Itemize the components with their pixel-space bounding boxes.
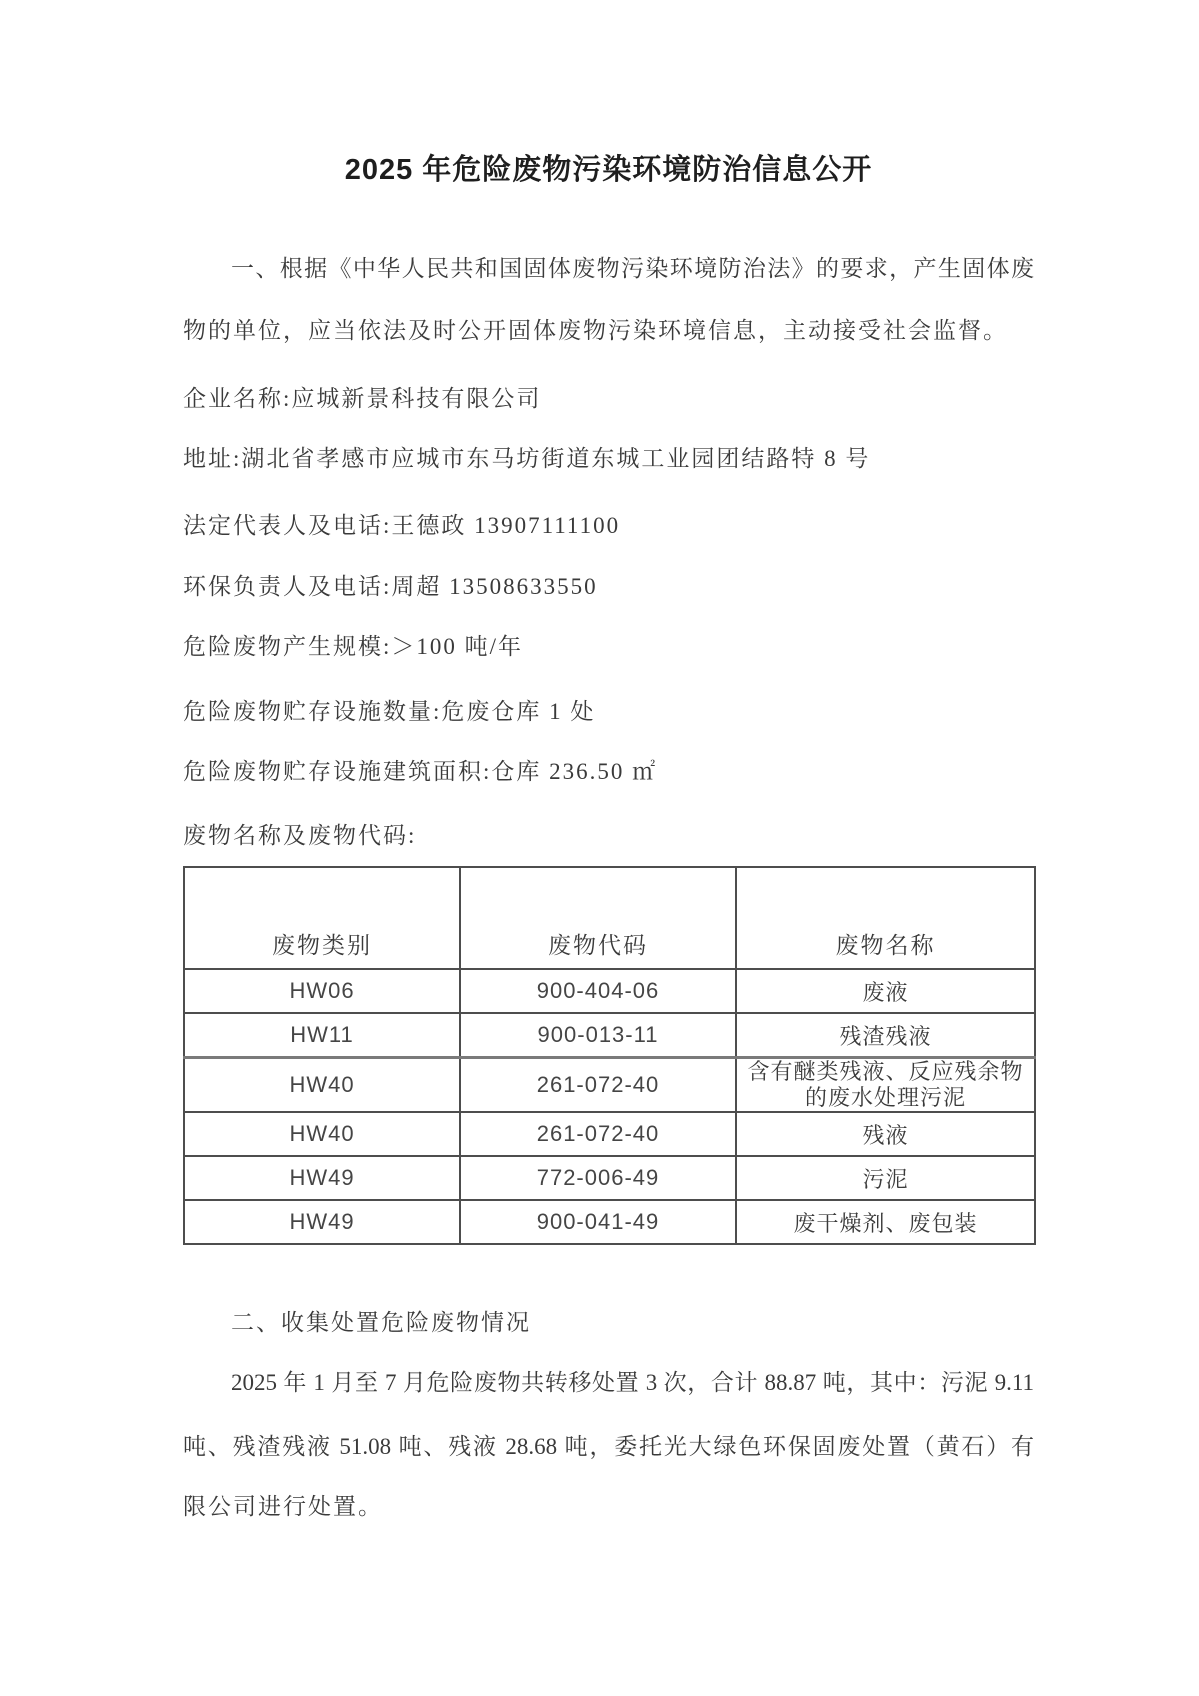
section2-paragraph-line-3: 限公司进行处置。 (183, 1494, 383, 1519)
document-title: 2025 年危险废物污染环境防治信息公开 (344, 154, 873, 186)
table-row (184, 1013, 1035, 1058)
field-storage-facility-count: 危险废物贮存设施数量:危废仓库 1 处 (183, 699, 596, 724)
waste-table-header-row (184, 867, 1035, 969)
waste-code-cell: 900-041-49 (460, 1200, 736, 1244)
table-row (184, 1058, 1035, 1113)
field-legal-representative-phone: 法定代表人及电话:王德政 13907111100 (183, 513, 621, 538)
waste-code-table (183, 866, 1036, 1245)
header-waste-code: 废物代码 (460, 867, 736, 969)
header-waste-category: 废物类别 (184, 867, 460, 969)
section2-heading: 二、收集处置危险废物情况 (231, 1310, 531, 1335)
waste-code-cell: 772-006-49 (460, 1156, 736, 1200)
waste-code-cell: 900-404-06 (460, 969, 736, 1013)
waste-category-cell: HW06 (184, 969, 460, 1013)
section1-paragraph-line-2: 物的单位，应当依法及时公开固体废物污染环境信息，主动接受社会监督。 (183, 318, 1008, 343)
waste-category-cell: HW40 (184, 1112, 460, 1156)
waste-name-cell: 废液 (736, 969, 1035, 1013)
waste-category-cell: HW40 (184, 1058, 460, 1113)
table-row (184, 969, 1035, 1013)
field-address: 地址:湖北省孝感市应城市东马坊街道东城工业园团结路特 8 号 (183, 446, 871, 471)
header-waste-name: 废物名称 (736, 867, 1035, 969)
waste-name-cell: 残渣残液 (736, 1013, 1035, 1058)
waste-code-cell: 261-072-40 (460, 1112, 736, 1156)
table-row (184, 1156, 1035, 1200)
waste-code-cell: 900-013-11 (460, 1013, 736, 1058)
waste-code-cell: 261-072-40 (460, 1058, 736, 1113)
field-waste-generation-scale: 危险废物产生规模:＞100 吨/年 (183, 634, 524, 659)
table-row (184, 1112, 1035, 1156)
field-waste-name-code-label: 废物名称及废物代码: (183, 823, 417, 848)
waste-category-cell: HW11 (184, 1013, 460, 1058)
field-storage-facility-area: 危险废物贮存设施建筑面积:仓库 236.50 ㎡ (183, 759, 658, 784)
field-company-name: 企业名称:应城新景科技有限公司 (183, 386, 542, 411)
section2-paragraph-line-2: 吨、残渣残液 51.08 吨、残液 28.68 吨，委托光大绿色环保固废处置（黄石）有 (183, 1434, 1034, 1459)
waste-name-cell: 残液 (736, 1112, 1035, 1156)
waste-name-cell: 含有醚类残液、反应残余物的废水处理污泥 (736, 1058, 1035, 1113)
waste-category-cell: HW49 (184, 1156, 460, 1200)
waste-category-cell: HW49 (184, 1200, 460, 1244)
section1-paragraph-line-1: 一、根据《中华人民共和国固体废物污染环境防治法》的要求，产生固体废 (231, 256, 1034, 281)
table-row (184, 1200, 1035, 1244)
waste-name-cell: 废干燥剂、废包装 (736, 1200, 1035, 1244)
field-environmental-officer-phone: 环保负责人及电话:周超 13508633550 (183, 574, 598, 599)
section2-paragraph-line-1: 2025 年 1 月至 7 月危险废物共转移处置 3 次，合计 88.87 吨，其中：污泥 9.11 (231, 1370, 1034, 1395)
waste-name-cell: 污泥 (736, 1156, 1035, 1200)
